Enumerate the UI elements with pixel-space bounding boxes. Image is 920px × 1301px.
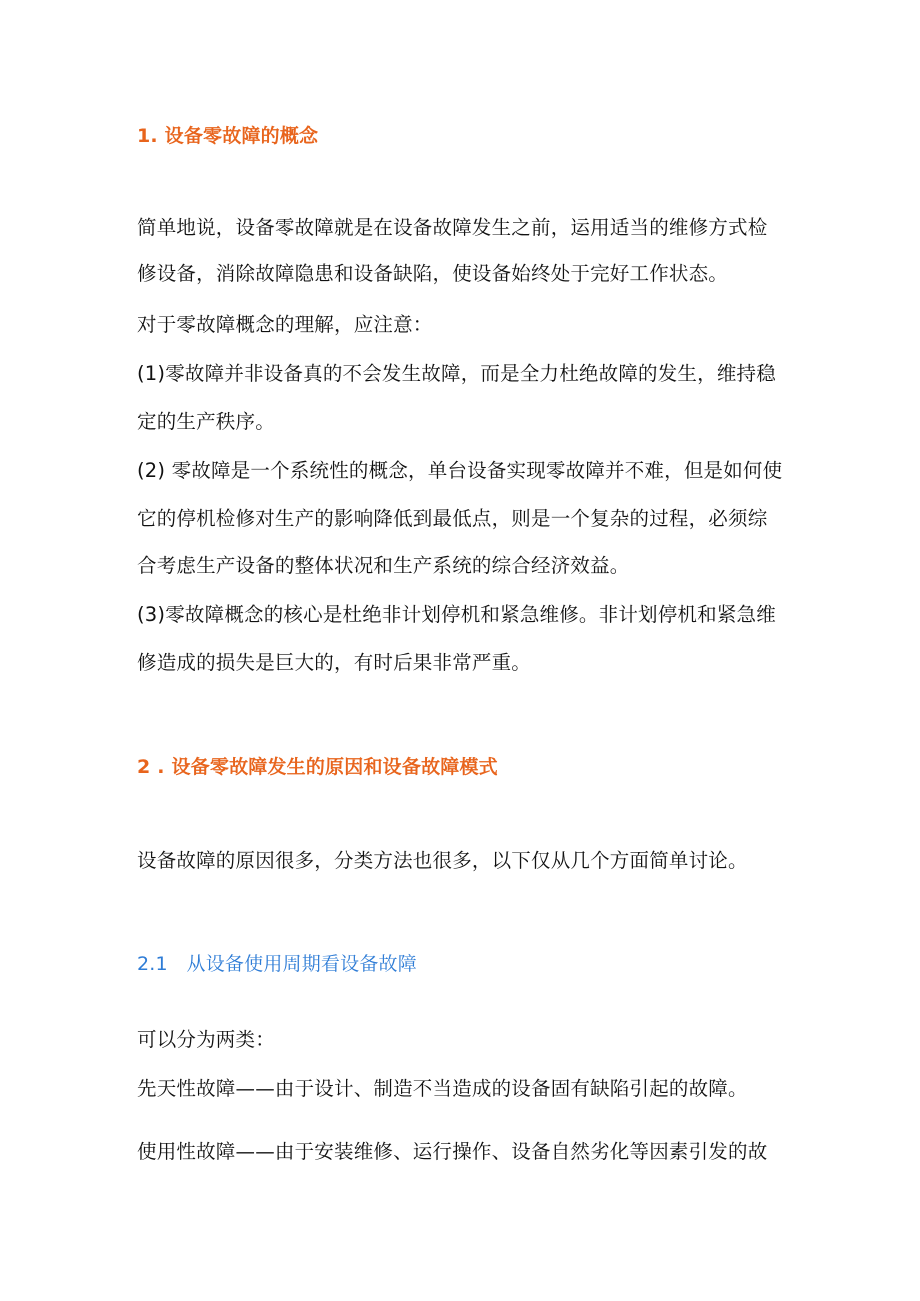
section-2-intro: 设备故障的原因很多，分类方法也很多，以下仅从几个方面简单讨论。	[137, 849, 748, 872]
section-1-line-8: 合考虑生产设备的整体状况和生产系统的综合经济效益。	[137, 554, 630, 577]
section-1-line-4: (1)零故障并非设备真的不会发生故障，而是全力杜绝故障的发生，维持稳	[137, 362, 776, 385]
section-1-line-7: 它的停机检修对生产的影响降低到最低点，则是一个复杂的过程，必须综	[137, 507, 768, 530]
section-2-1-line-1: 可以分为两类：	[137, 1028, 275, 1051]
section-1-line-2: 修设备，消除故障隐患和设备缺陷，使设备始终处于完好工作状态。	[137, 262, 729, 285]
section-1-heading: 1. 设备零故障的概念	[137, 125, 319, 147]
section-1-line-5: 定的生产秩序。	[137, 410, 275, 433]
section-1-line-3: 对于零故障概念的理解，应注意：	[137, 313, 433, 336]
section-2-1-line-3: 使用性故障——由于安装维修、运行操作、设备自然劣化等因素引发的故	[137, 1140, 768, 1163]
section-1-line-10: 修造成的损失是巨大的，有时后果非常严重。	[137, 651, 532, 674]
section-1-line-6: (2) 零故障是一个系统性的概念，单台设备实现零故障并不难，但是如何使	[137, 459, 783, 482]
section-2-heading: 2 . 设备零故障发生的原因和设备故障模式	[137, 756, 498, 778]
section-1-line-1: 简单地说，设备零故障就是在设备故障发生之前，运用适当的维修方式检	[137, 216, 768, 239]
section-2-1-line-2: 先天性故障——由于设计、制造不当造成的设备固有缺陷引起的故障。	[137, 1077, 748, 1100]
section-1-line-9: (3)零故障概念的核心是杜绝非计划停机和紧急维修。非计划停机和紧急维	[137, 603, 776, 626]
section-2-1-heading: 2.1 从设备使用周期看设备故障	[137, 953, 417, 975]
